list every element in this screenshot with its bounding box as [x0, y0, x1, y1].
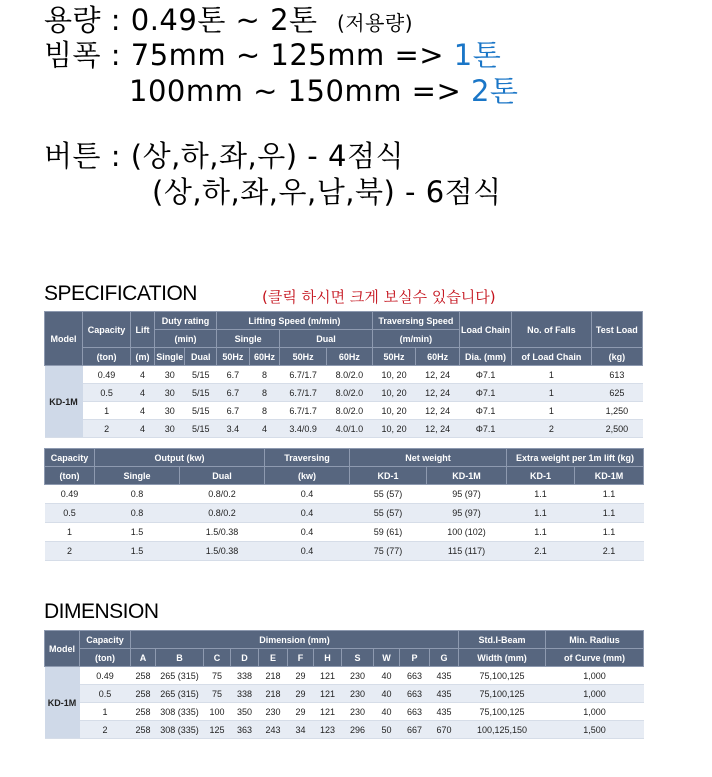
col-lifting-dual-50: 50Hz — [280, 348, 327, 366]
cell: 2,500 — [591, 420, 642, 438]
col-model: Model — [45, 312, 83, 366]
cell: 4.0/1.0 — [327, 420, 373, 438]
cell: 8 — [249, 402, 279, 420]
cell: 258 — [131, 667, 156, 685]
col-dim-p: P — [400, 649, 430, 667]
col-capacity-unit: (ton) — [45, 467, 95, 485]
table-row — [45, 685, 644, 703]
col-lift-unit: (m) — [131, 348, 155, 366]
cell: 435 — [430, 703, 459, 721]
table-row — [45, 366, 643, 384]
cell: 34 — [288, 721, 314, 739]
beam-width-result-1: 1톤 — [453, 38, 502, 72]
cell: Φ7.1 — [459, 384, 511, 402]
cell: 100,125,150 — [459, 721, 546, 739]
cell: 230 — [259, 703, 288, 721]
dimension-title: DIMENSION — [44, 600, 159, 623]
table-row — [45, 542, 644, 561]
col-lifting-single-50: 50Hz — [217, 348, 250, 366]
cell: Φ7.1 — [459, 420, 511, 438]
output-weight-table — [44, 448, 644, 561]
capacity-note: (저용량) — [336, 11, 414, 35]
cell: 1.1 — [575, 485, 644, 504]
cell: 2 — [512, 420, 592, 438]
col-dim-c: C — [204, 649, 231, 667]
cell: 1.5 — [95, 542, 180, 561]
cell: 218 — [259, 685, 288, 703]
col-dim-s: S — [342, 649, 374, 667]
col-dim-w: W — [374, 649, 400, 667]
cell: 8.0/2.0 — [327, 384, 373, 402]
cell: 1.5/0.38 — [180, 523, 265, 542]
col-net-weight: Net weight — [350, 449, 507, 467]
capacity-value: 0.49톤 ~ 2톤 — [130, 3, 318, 37]
cell: 55 (57) — [350, 504, 427, 523]
cell: 218 — [259, 667, 288, 685]
cell: 1,000 — [546, 703, 644, 721]
cell: 363 — [231, 721, 259, 739]
cell: 6.7 — [217, 402, 250, 420]
cell: 123 — [314, 721, 342, 739]
cell: 10, 20 — [372, 420, 416, 438]
cell: 3.4/0.9 — [280, 420, 327, 438]
col-min-radius-unit: of Curve (mm) — [546, 649, 644, 667]
col-load-chain-unit: Dia. (mm) — [459, 348, 511, 366]
table-row — [45, 420, 643, 438]
cell: 1,000 — [546, 685, 644, 703]
cell: 1 — [512, 402, 592, 420]
beam-width-range-2: 100mm ~ 150mm => — [129, 74, 471, 108]
cell: 29 — [288, 667, 314, 685]
cell: 350 — [231, 703, 259, 721]
col-beam-width: Std.I-Beam — [459, 631, 546, 649]
button-type-6: (상,하,좌,우,남,북) - 6점식 — [152, 175, 502, 209]
col-dim-d: D — [231, 649, 259, 667]
cell: 0.5 — [45, 504, 95, 523]
cell: 95 (97) — [427, 485, 507, 504]
table-row — [45, 485, 644, 504]
col-capacity: Capacity — [80, 631, 131, 649]
button-label: 버튼 : — [44, 139, 131, 173]
cell: 30 — [154, 366, 184, 384]
table-row — [45, 523, 644, 542]
cell: 435 — [430, 685, 459, 703]
cell: 0.4 — [265, 542, 350, 561]
cell: 1 — [512, 366, 592, 384]
cell: 40 — [374, 667, 400, 685]
cell: 30 — [154, 402, 184, 420]
cell: 75 — [204, 685, 231, 703]
cell: 115 (117) — [427, 542, 507, 561]
cell: 0.8 — [95, 485, 180, 504]
col-traversing: Traversing — [265, 449, 350, 467]
cell: 1,250 — [591, 402, 642, 420]
cell: 435 — [430, 667, 459, 685]
cell: 75 (77) — [350, 542, 427, 561]
cell: 12, 24 — [416, 384, 460, 402]
cell: 6.7/1.7 — [280, 384, 327, 402]
specification-table — [44, 311, 643, 438]
col-dim-f: F — [288, 649, 314, 667]
capacity-label: 용량 : — [44, 3, 131, 37]
col-dim-g: G — [430, 649, 459, 667]
col-test-load-unit: (kg) — [591, 348, 642, 366]
beam-width-result-2: 2톤 — [470, 74, 519, 108]
col-net-kd1m: KD-1M — [427, 467, 507, 485]
col-output: Output (kw) — [95, 449, 265, 467]
cell: 3.4 — [217, 420, 250, 438]
col-falls-unit: of Load Chain — [512, 348, 592, 366]
cell: 1,000 — [546, 667, 644, 685]
cell: 0.4 — [265, 523, 350, 542]
col-dim-e: E — [259, 649, 288, 667]
cell: 6.7 — [217, 366, 250, 384]
cell: 296 — [342, 721, 374, 739]
beam-width-range-1: 75mm ~ 125mm => — [130, 38, 454, 72]
cell: 2.1 — [575, 542, 644, 561]
col-capacity: Capacity — [83, 312, 131, 348]
button-line-1 — [44, 138, 404, 174]
col-extra-kd1m: KD-1M — [575, 467, 644, 485]
col-dimension: Dimension (mm) — [131, 631, 459, 649]
cell: 258 — [131, 685, 156, 703]
cell: 30 — [154, 384, 184, 402]
table-row — [45, 703, 644, 721]
model-cell: KD-1M — [45, 366, 83, 438]
col-lifting-dual-60: 60Hz — [327, 348, 373, 366]
click-to-enlarge-note[interactable]: (클릭 하시면 크게 보실수 있습니다) — [262, 288, 496, 306]
cell: 59 (61) — [350, 523, 427, 542]
cell: 12, 24 — [416, 420, 460, 438]
cell: 0.8/0.2 — [180, 485, 265, 504]
cell: 663 — [400, 685, 430, 703]
cell: 0.8/0.2 — [180, 504, 265, 523]
col-extra-kd1: KD-1 — [507, 467, 575, 485]
cell: 625 — [591, 384, 642, 402]
cell: Φ7.1 — [459, 366, 511, 384]
col-traversing-50: 50Hz — [372, 348, 416, 366]
cell: 5/15 — [185, 366, 217, 384]
cell: 8.0/2.0 — [327, 366, 373, 384]
cell: 0.4 — [265, 504, 350, 523]
cell: 1.1 — [507, 523, 575, 542]
cell: 4 — [131, 366, 155, 384]
cell: 12, 24 — [416, 366, 460, 384]
cell: 0.5 — [83, 384, 131, 402]
cell: 1.1 — [575, 504, 644, 523]
cell: 0.8 — [95, 504, 180, 523]
cell: 75 — [204, 667, 231, 685]
cell: 4 — [131, 420, 155, 438]
cell: 4 — [131, 402, 155, 420]
col-test-load: Test Load — [591, 312, 642, 348]
col-min-radius: Min. Radius — [546, 631, 644, 649]
cell: 75,100,125 — [459, 703, 546, 721]
cell: 100 (102) — [427, 523, 507, 542]
cell: 1 — [512, 384, 592, 402]
cell: 0.4 — [265, 485, 350, 504]
beam-width-label: 빔폭 : — [44, 38, 131, 72]
cell: 230 — [342, 703, 374, 721]
cell: 0.49 — [80, 667, 131, 685]
cell: 663 — [400, 667, 430, 685]
col-lifting-single-60: 60Hz — [249, 348, 279, 366]
cell: 75,100,125 — [459, 667, 546, 685]
cell: 258 — [131, 721, 156, 739]
cell: 2 — [83, 420, 131, 438]
cell: 1.1 — [575, 523, 644, 542]
cell: 121 — [314, 703, 342, 721]
cell: 121 — [314, 667, 342, 685]
cell: 121 — [314, 685, 342, 703]
col-extra-weight: Extra weight per 1m lift (kg) — [507, 449, 644, 467]
cell: 1.5/0.38 — [180, 542, 265, 561]
cell: 308 (335) — [156, 703, 204, 721]
col-traversing-unit: (m/min) — [372, 330, 459, 348]
table-row — [45, 504, 644, 523]
cell: 100 — [204, 703, 231, 721]
button-line-2 — [152, 174, 502, 210]
cell: 0.5 — [80, 685, 131, 703]
cell: 1.1 — [507, 504, 575, 523]
col-dim-a: A — [131, 649, 156, 667]
cell: 663 — [400, 703, 430, 721]
col-lifting-single: Single — [217, 330, 280, 348]
col-traversing-60: 60Hz — [416, 348, 460, 366]
cell: 265 (315) — [156, 685, 204, 703]
table-row — [45, 721, 644, 739]
col-dim-b: B — [156, 649, 204, 667]
col-capacity-unit: (ton) — [83, 348, 131, 366]
cell: 670 — [430, 721, 459, 739]
col-duty-unit: (min) — [154, 330, 216, 348]
cell: 2 — [45, 542, 95, 561]
cell: 338 — [231, 685, 259, 703]
col-duty-rating: Duty rating — [154, 312, 216, 330]
cell: 4 — [131, 384, 155, 402]
cell: 29 — [288, 703, 314, 721]
col-output-single: Single — [95, 467, 180, 485]
cell: 4 — [249, 420, 279, 438]
specification-title: SPECIFICATION — [44, 282, 197, 305]
cell: 6.7/1.7 — [280, 402, 327, 420]
cell: 1.5 — [95, 523, 180, 542]
col-lifting-dual: Dual — [280, 330, 373, 348]
cell: 1 — [83, 402, 131, 420]
cell: 5/15 — [185, 402, 217, 420]
beam-width-line-2 — [129, 73, 518, 109]
col-capacity: Capacity — [45, 449, 95, 467]
cell: 230 — [342, 667, 374, 685]
col-dim-h: H — [314, 649, 342, 667]
table-row — [45, 667, 644, 685]
cell: 243 — [259, 721, 288, 739]
col-lifting-speed: Lifting Speed (m/min) — [217, 312, 373, 330]
cell: 338 — [231, 667, 259, 685]
cell: 0.49 — [83, 366, 131, 384]
col-load-chain: Load Chain — [459, 312, 511, 348]
cell: 95 (97) — [427, 504, 507, 523]
col-lift: Lift — [131, 312, 155, 348]
cell: 75,100,125 — [459, 685, 546, 703]
button-type-4: (상,하,좌,우) - 4점식 — [130, 139, 404, 173]
col-model: Model — [45, 631, 80, 667]
cell: 55 (57) — [350, 485, 427, 504]
cell: 40 — [374, 703, 400, 721]
capacity-line — [44, 2, 413, 41]
beam-width-line-1 — [44, 37, 501, 73]
col-falls: No. of Falls — [512, 312, 592, 348]
cell: 8 — [249, 366, 279, 384]
cell: 265 (315) — [156, 667, 204, 685]
cell: 1 — [45, 523, 95, 542]
col-traversing-unit: (kw) — [265, 467, 350, 485]
cell: 12, 24 — [416, 402, 460, 420]
cell: 6.7/1.7 — [280, 366, 327, 384]
cell: 30 — [154, 420, 184, 438]
cell: 40 — [374, 685, 400, 703]
cell: 667 — [400, 721, 430, 739]
cell: 308 (335) — [156, 721, 204, 739]
cell: 10, 20 — [372, 402, 416, 420]
cell: Φ7.1 — [459, 402, 511, 420]
cell: 10, 20 — [372, 366, 416, 384]
cell: 1 — [80, 703, 131, 721]
cell: 29 — [288, 685, 314, 703]
cell: 50 — [374, 721, 400, 739]
col-duty-single: Single — [154, 348, 184, 366]
col-output-dual: Dual — [180, 467, 265, 485]
cell: 8 — [249, 384, 279, 402]
cell: 230 — [342, 685, 374, 703]
col-beam-width-unit: Width (mm) — [459, 649, 546, 667]
col-net-kd1: KD-1 — [350, 467, 427, 485]
cell: 125 — [204, 721, 231, 739]
cell: 5/15 — [185, 420, 217, 438]
cell: 1.1 — [507, 485, 575, 504]
table-row — [45, 384, 643, 402]
cell: 0.49 — [45, 485, 95, 504]
cell: 2.1 — [507, 542, 575, 561]
cell: 8.0/2.0 — [327, 402, 373, 420]
cell: 2 — [80, 721, 131, 739]
cell: 5/15 — [185, 384, 217, 402]
cell: 613 — [591, 366, 642, 384]
model-cell: KD-1M — [45, 667, 80, 739]
cell: 6.7 — [217, 384, 250, 402]
cell: 258 — [131, 703, 156, 721]
col-duty-dual: Dual — [185, 348, 217, 366]
col-traversing-speed: Traversing Speed — [372, 312, 459, 330]
cell: 1,500 — [546, 721, 644, 739]
table-row — [45, 402, 643, 420]
col-capacity-unit: (ton) — [80, 649, 131, 667]
dimension-table — [44, 630, 644, 739]
cell: 10, 20 — [372, 384, 416, 402]
